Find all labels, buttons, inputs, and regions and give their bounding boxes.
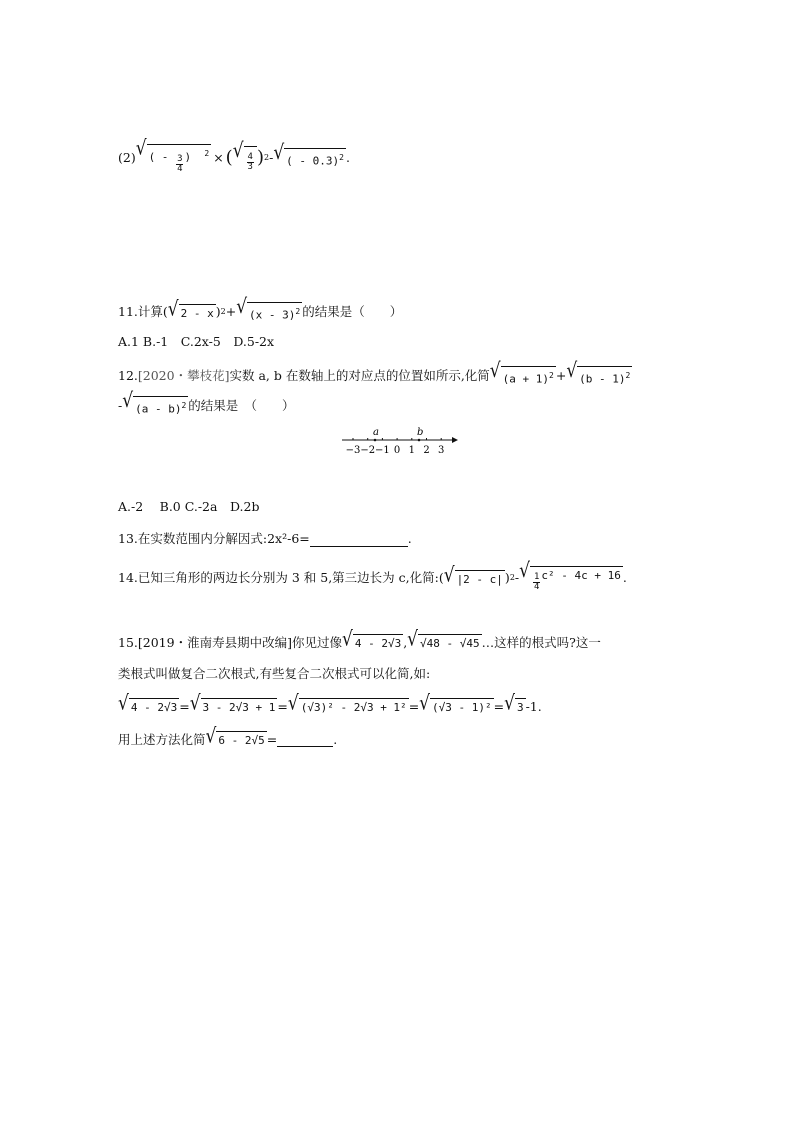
problem-15-example-equation: √ 4 - 2√3 = √ 3 - 2√3 + 1 = √ (√3)² - 2√3 + 1² = √ (√3 - 1)² = √ 3 -1. — [118, 691, 542, 716]
radical: √ 3 — [504, 691, 524, 716]
radical: √ 6 - 2√5 — [205, 724, 265, 749]
point-b-dot — [418, 439, 421, 442]
problem-11-stem: 11.计算( √ 2 - x ) 2 + √ (x - 3)$^2$ 的结果是（ ） — [118, 300, 402, 325]
point-a-dot — [374, 439, 377, 442]
axis-tick-label: −1 — [375, 445, 390, 456]
axis-tick-label: −3 — [345, 445, 361, 456]
fraction: $\frac{1}{4}$ — [533, 572, 540, 592]
problem-13: 13.在实数范围内分解因式:2x²-6= . — [118, 531, 412, 546]
axis-tick-label: 2 — [423, 445, 430, 456]
radical: √ ( - $\frac{3}{4}$ ) $^2$ — [135, 136, 210, 174]
part-label: (2) — [118, 149, 136, 165]
answer-blank[interactable] — [277, 732, 333, 747]
axis-tick-label: 0 — [393, 445, 401, 456]
radical: √ $(a + 1)^2$ — [490, 364, 556, 389]
radical: √ $\frac{4}{3}$ — [233, 144, 257, 172]
point-b-label: b — [417, 427, 424, 438]
radical: √ 2 - x — [167, 297, 214, 322]
problem-11-options: A.1 B.-1 C.2x-5 D.5-2x — [118, 334, 275, 349]
number-line-figure — [340, 424, 460, 458]
radical: √ $\frac{1}{4}$ c² - 4c + 16 — [519, 558, 621, 592]
problem-12-options: A.-2 B.0 C.-2a D.2b — [118, 499, 260, 514]
radical: √ √48 - √45 — [407, 627, 480, 652]
source-tag: [2019・淮南寿县期中改编] — [137, 634, 292, 650]
problem-10-part-2: (2) √ ( - $\frac{3}{4}$ ) $^2$ × ( √ $\frac{4}{3}$ ) 2 - √ ( - 0.3)$^2$ . — [118, 136, 350, 174]
radical: √ (x - 3)$^2$ — [236, 300, 302, 325]
radical: √ 4 - 2√3 — [118, 691, 178, 716]
radical: √ 3 - 2√3 + 1 — [189, 691, 276, 716]
problem-12-stem-cont: - √ (a - b)$^2$ 的结果是 （ ） — [118, 394, 295, 419]
arrow-icon — [452, 437, 458, 443]
answer-blank[interactable] — [310, 532, 408, 547]
axis-tick-label: −2 — [360, 445, 376, 456]
radical: √ (√3)² - 2√3 + 1² — [287, 691, 407, 716]
radical: √ (b - 1)$^2$ — [566, 364, 632, 389]
radical: √ |2 - c| — [443, 563, 503, 587]
times-sign: × — [213, 149, 224, 165]
radical: √ (√3 - 1)² — [419, 691, 492, 716]
radical: √ ( - 0.3)$^2$ — [273, 146, 346, 171]
problem-15-line-2: 类根式叫做复合二次根式,有些复合二次根式可以化简,如: — [118, 666, 431, 681]
problem-15-task: 用上述方法化简 √ 6 - 2√5 = . — [118, 724, 338, 749]
fraction: $\frac{4}{3}$ — [247, 151, 253, 172]
problem-15-line-1: 15. [2019・淮南寿县期中改编] 你见过像 √ 4 - 2√3 , √ √48 - √45 …这样的根式吗?这一 — [118, 627, 601, 652]
source-tag: [2020・攀枝花] — [137, 368, 230, 384]
radical: √ (a - b)$^2$ — [122, 394, 188, 419]
axis-tick-label: 1 — [408, 445, 415, 456]
fraction: $\frac{3}{4}$ — [177, 153, 183, 174]
problem-14: 14.已知三角形的两边长分别为 3 和 5,第三边长为 c,化简:( √ |2 - c| ) 2 - √ $\frac{1}{4}$ c² - 4c + 16 . — [118, 558, 627, 592]
problem-12-stem: 12. [2020・攀枝花] 实数 a, b 在数轴上的对应点的位置如所示,化简 √ $(a + 1)^2$ + √ (b - 1)$^2$ — [118, 364, 632, 389]
axis-tick-label: 3 — [438, 445, 445, 456]
point-a-label: a — [373, 427, 379, 438]
radical: √ 4 - 2√3 — [341, 627, 402, 652]
